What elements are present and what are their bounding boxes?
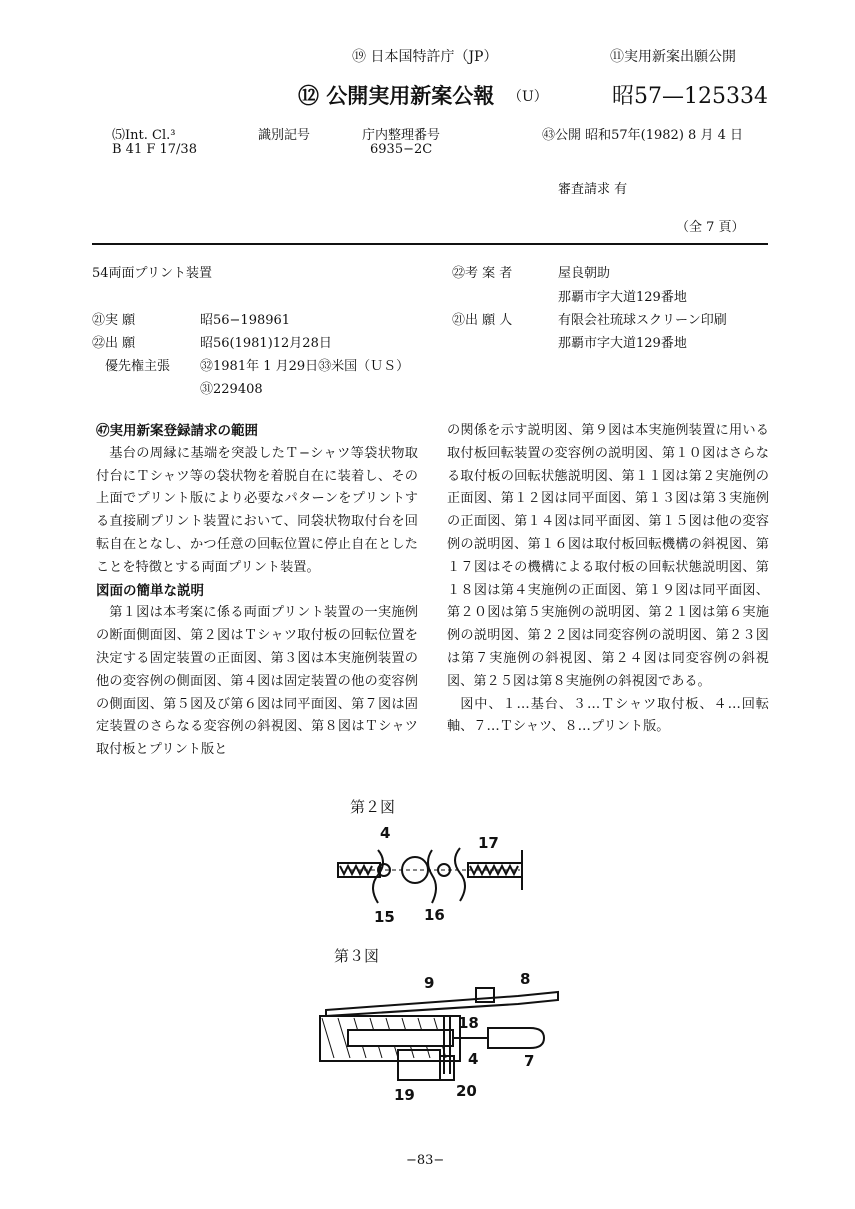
reference-legend: 図中、１…基台、３…Ｔシャツ取付板、４…回転軸、７…Ｔシャツ、８…プリント版。	[447, 696, 769, 735]
fig2-label-16: 16	[424, 906, 445, 924]
gazette-title: ⑫ 公開実用新案公報	[298, 83, 495, 108]
application-number: 昭56−198961	[200, 313, 291, 328]
invention-title: 54両面プリント装置	[92, 266, 213, 281]
figure-2-drawing	[320, 820, 540, 928]
office-ref-value: 6935−2C	[370, 142, 433, 157]
publication-number: 昭57—125334	[612, 84, 768, 109]
figure-3-drawing	[308, 966, 578, 1106]
fig2-label-15: 15	[374, 908, 395, 926]
drawings-heading: 図面の簡単な説明	[96, 582, 204, 599]
fig3-label-9: 9	[424, 974, 435, 992]
publication-date: ㊸公開 昭和57年(1982) 8 月 4 日	[542, 128, 743, 143]
drawings-text-part1: 第１図は本考案に係る両面プリント装置の一実施例の断面側面図、第２図はＴシャツ取付板の回転位置を決定する固定装置の正面図、第３図は本実施例装置の他の変容例の側面図、第４図は固定装置の他の変容例の側面図、第５図及び第６図は同平面図、第７図は固定装置のさらなる変容例の斜視図、第８図はＴシャツ取付板とプリント版と	[96, 605, 418, 758]
total-pages: （全 7 頁）	[676, 220, 745, 235]
figure-3-caption: 第３図	[334, 947, 380, 965]
application-date-label: ㉒出 願	[92, 336, 136, 351]
applicant-name: 有限会社琉球スクリーン印刷	[558, 313, 727, 328]
claims-heading: ㊼実用新案登録請求の範囲	[96, 423, 258, 439]
office-name: ⑲ 日本国特許庁（JP）	[352, 49, 498, 65]
applicant-label: ㉑出 願 人	[452, 313, 513, 328]
fig3-label-19: 19	[394, 1086, 415, 1104]
fig3-label-18: 18	[458, 1014, 479, 1032]
inventor-address: 那覇市字大道129番地	[558, 290, 687, 305]
figure-2-caption: 第２図	[350, 798, 396, 816]
intcl-label: ⑸Int. Cl.³	[112, 128, 176, 143]
priority-claim: ㉜1981年 1 月29日㉝米国（ＵＳ）	[200, 359, 410, 374]
page-number: −83−	[406, 1153, 445, 1168]
body-column-left	[96, 420, 418, 762]
inventor-name: 屋良朝助	[558, 266, 611, 281]
header-rule	[92, 243, 768, 245]
applicant-address: 那覇市字大道129番地	[558, 336, 687, 351]
intcl-value: B 41 F 17/38	[112, 142, 197, 157]
fig3-label-4: 4	[468, 1050, 479, 1068]
fig3-label-7: 7	[524, 1052, 535, 1070]
publication-type: ⑪実用新案出願公開	[610, 49, 736, 65]
inventor-label: ㉒考 案 者	[452, 266, 513, 281]
fig2-label-17: 17	[478, 834, 499, 852]
gazette-kind: （U）	[508, 89, 548, 105]
application-number-label: ㉑実 願	[92, 313, 136, 328]
application-date: 昭56(1981)12月28日	[200, 336, 332, 351]
office-ref-label: 庁内整理番号	[362, 128, 441, 143]
fig3-label-20: 20	[456, 1082, 477, 1100]
priority-label: 優先権主張	[105, 359, 171, 374]
fig3-label-8: 8	[520, 970, 531, 988]
drawings-text-part2: の関係を示す説明図、第９図は本実施例装置に用いる取付板回転装置の変容例の説明図、第１０図はさらなる取付板の回転状態説明図、第１１図は第２実施例の正面図、第１２図は同平面図、第１３図は第３実施例の正面図、第１４図は同平面図、第１５図は他の変容例の説明図、第１６図は取付板回転機構の斜視図、第１７図はその機構による取付板の回転状態説明図、第１８図は第４実施例の正面図、第１９図は同平面図、第２０図は第５実施例の説明図、第２１図は第６実施例の説明図、第２２図は同変容例の説明図、第２３図は第７実施例の斜視図、第２４図は同変容例の斜視図、第２５図は第８実施例の斜視図である。	[447, 423, 769, 689]
body-column-right	[447, 420, 769, 739]
fig2-label-4: 4	[380, 824, 391, 842]
id-symbol-label: 識別記号	[258, 128, 311, 143]
examination-request: 審査請求 有	[558, 182, 628, 197]
priority-number: ㉛229408	[200, 382, 263, 397]
claims-text: 基台の周縁に基端を突設したＴ−シャツ等袋状物取付台にＴシャツ等の袋状物を着脱自在に装着し、その上面でプリント版により必要なパターンをプリントする直接刷プリント装置において、同袋状物取付台を回転自在となし、かつ任意の回転位置に停止自在としたことを特徴とする両面プリント装置。	[96, 445, 418, 575]
